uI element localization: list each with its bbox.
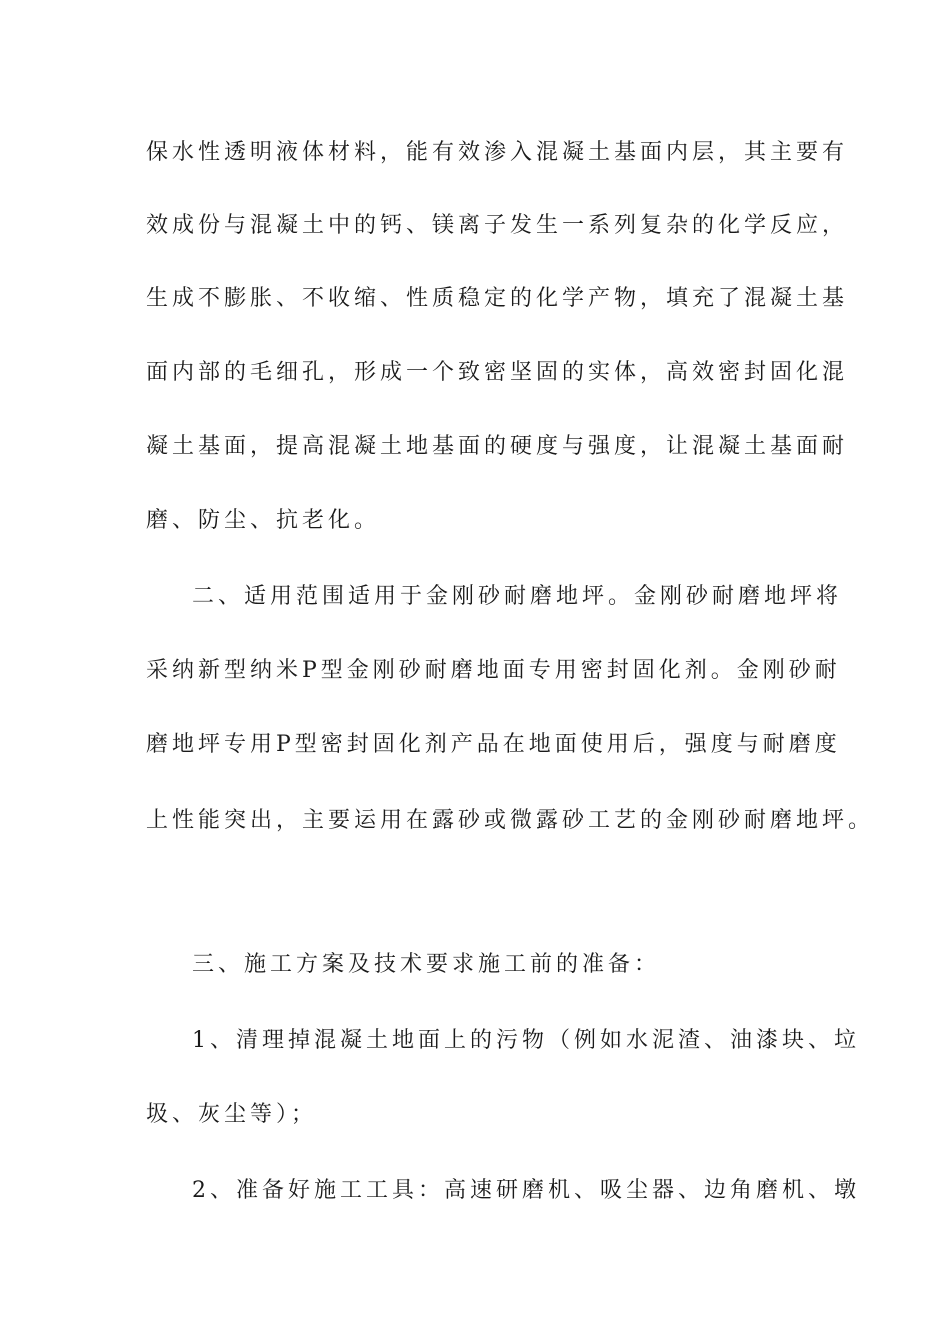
paragraph-line: 凝土基面，提高混凝土地基面的硬度与强度，让混凝土基面耐: [146, 434, 849, 459]
paragraph-line: 上性能突出，主要运用在露砂或微露砂工艺的金刚砂耐磨地坪。: [146, 808, 875, 833]
paragraph-line: 采纳新型纳米P型金刚砂耐磨地面专用密封固化剂。金刚砂耐: [146, 658, 841, 683]
paragraph-line: 保水性透明液体材料，能有效渗入混凝土基面内层，其主要有: [146, 140, 849, 165]
list-item-line: 2、准备好施工工具：高速研磨机、吸尘器、边角磨机、墩: [192, 1178, 860, 1203]
list-item-line: 圾、灰尘等）；: [146, 1102, 318, 1127]
paragraph-line: 磨、防尘、抗老化。: [146, 508, 381, 533]
section-heading-line: 三、施工方案及技术要求施工前的准备：: [192, 952, 661, 977]
paragraph-line: 磨地坪专用P型密封固化剂产品在地面使用后，强度与耐磨度: [146, 732, 841, 757]
section-heading-line: 二、适用范围适用于金刚砂耐磨地坪。金刚砂耐磨地坪将: [192, 584, 843, 609]
list-item-line: 1、清理掉混凝土地面上的污物（例如水泥渣、油漆块、垃: [192, 1028, 860, 1053]
paragraph-line: 效成份与混凝土中的钙、镁离子发生一系列复杂的化学反应，: [146, 213, 849, 238]
paragraph-line: 面内部的毛细孔，形成一个致密坚固的实体，高效密封固化混: [146, 360, 849, 385]
paragraph-line: 生成不膨胀、不收缩、性质稳定的化学产物，填充了混凝土基: [146, 286, 849, 311]
